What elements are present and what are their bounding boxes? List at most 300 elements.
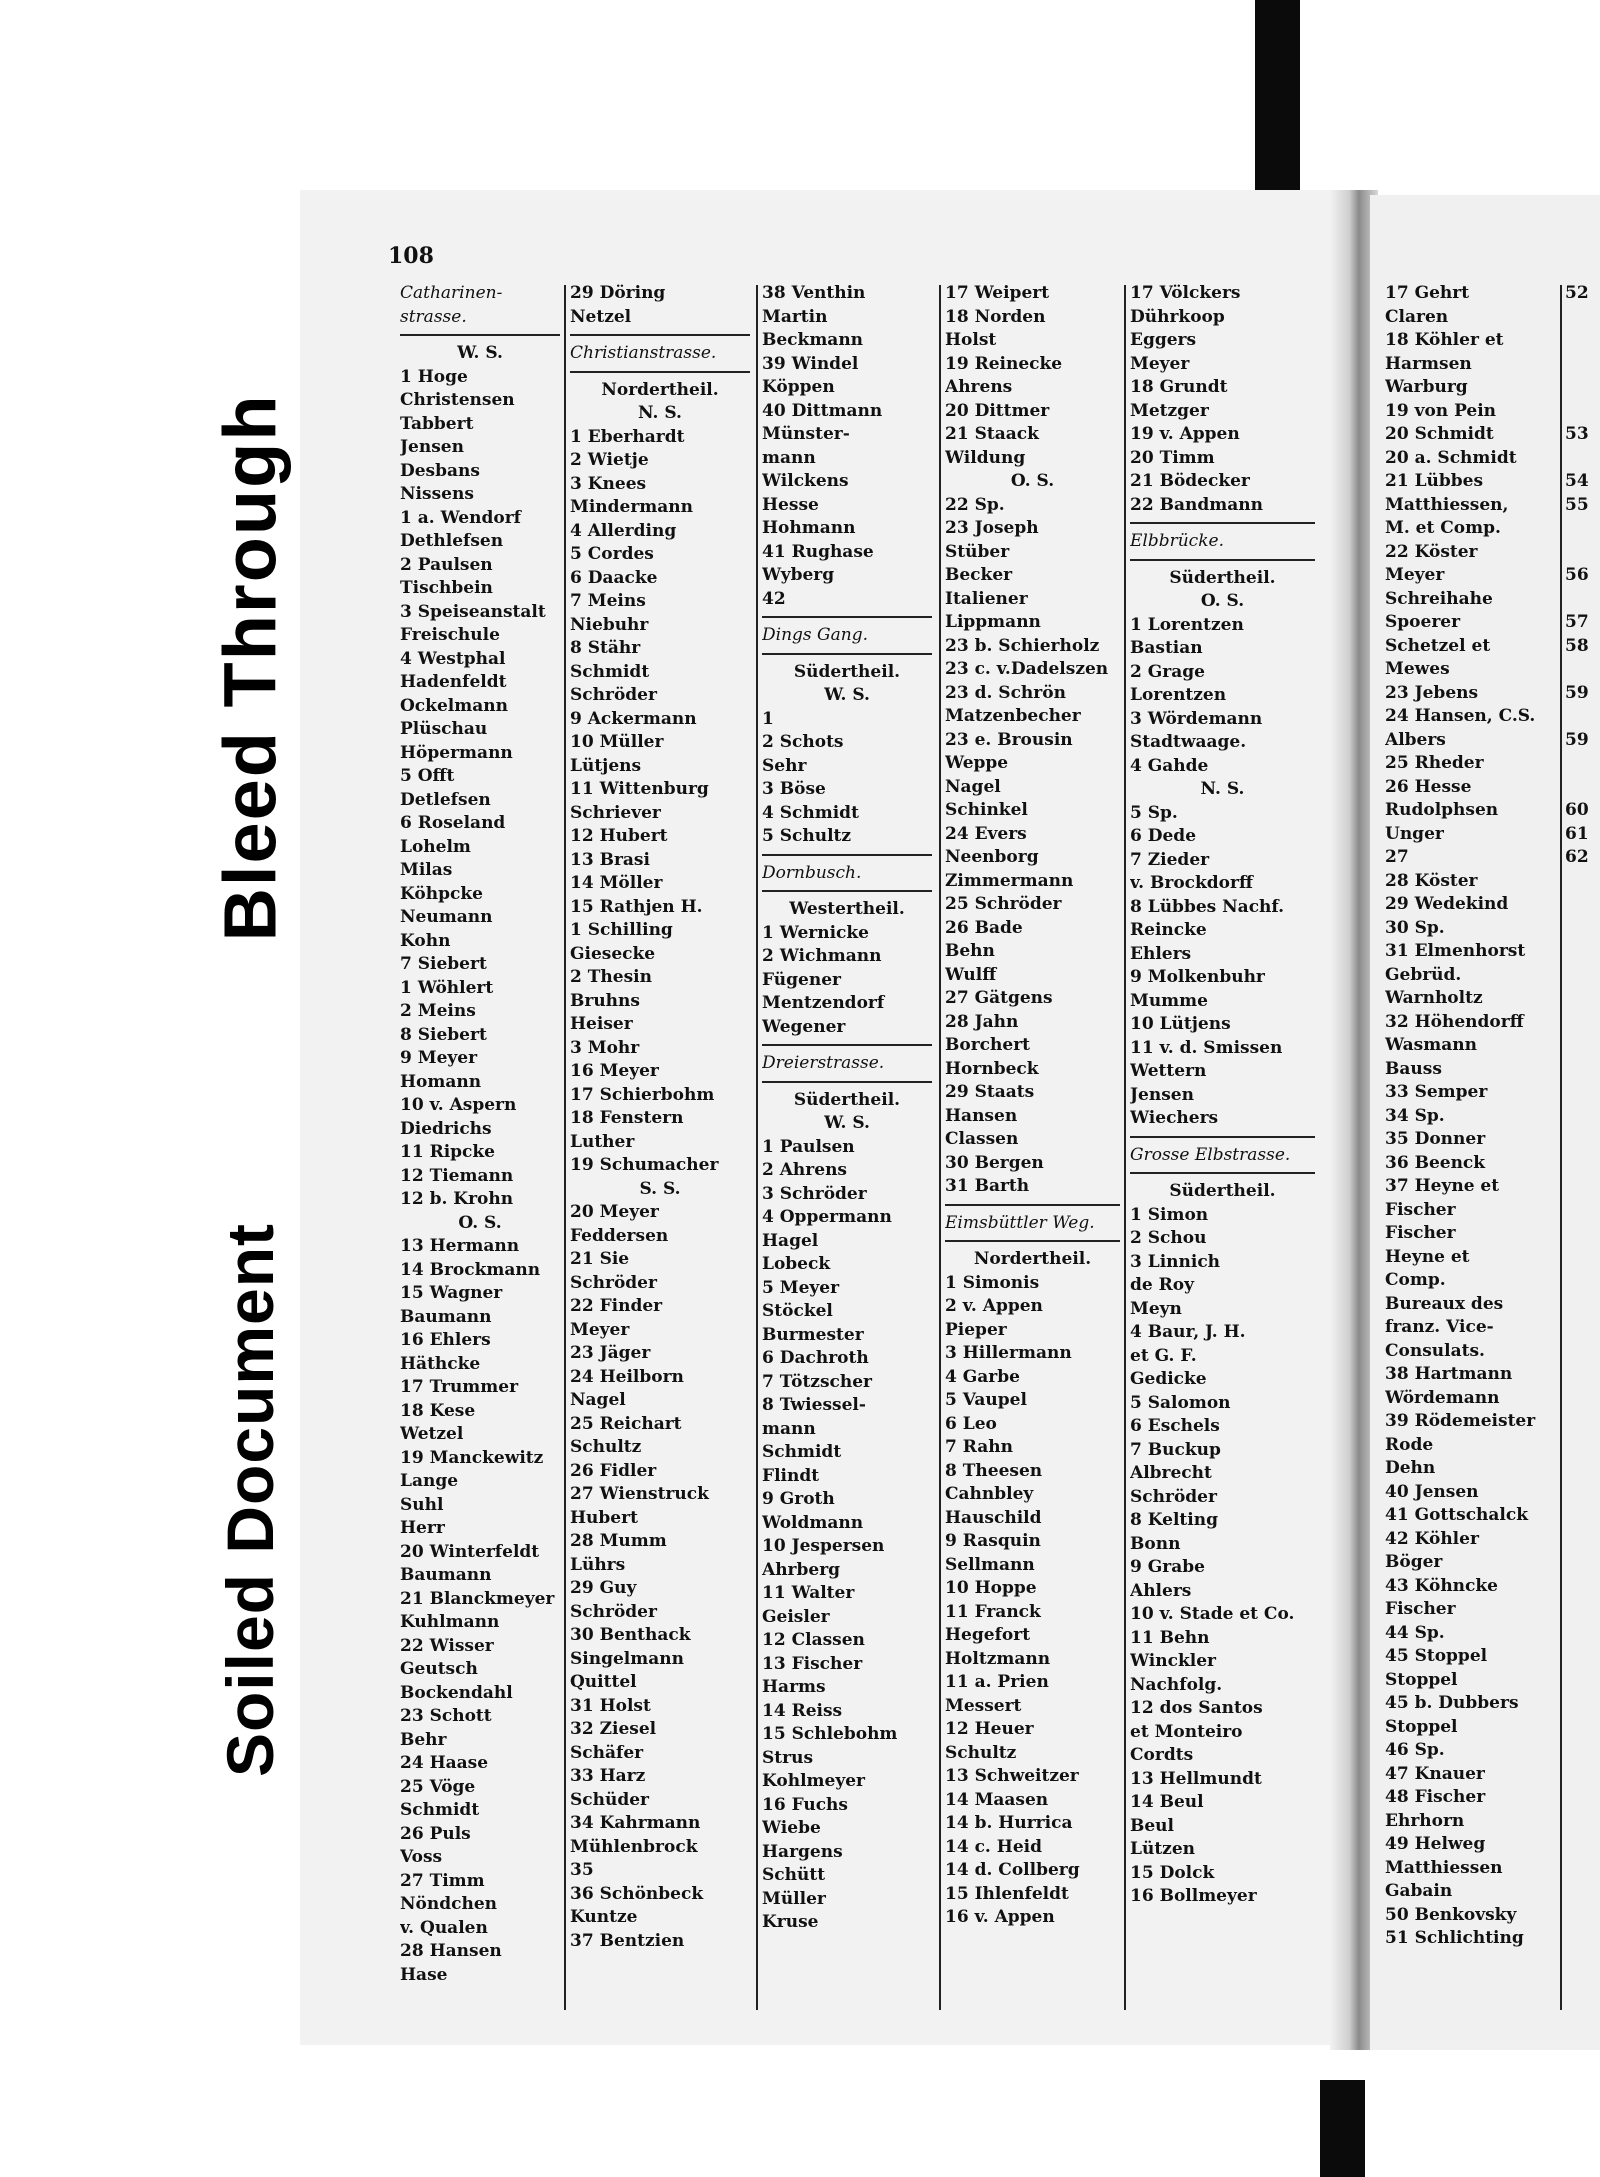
directory-entry: 16 Ehlers: [400, 1330, 491, 1350]
directory-entry: 25 Schröder: [945, 894, 1062, 914]
directory-entry: [1565, 400, 1600, 424]
column-rule: [756, 285, 758, 2010]
street-heading: Catharinen-: [400, 283, 503, 303]
directory-entry: 5 Cordes: [570, 544, 654, 564]
directory-entry: 5 Meyer: [762, 1277, 840, 1298]
directory-entry: Spoerer: [1385, 612, 1461, 632]
directory-entry: Neumann: [400, 907, 493, 927]
bleed-through-label: Bleed Through: [208, 393, 292, 942]
directory-entry: Lobeck: [762, 1254, 831, 1274]
directory-entry: 20 Timm: [1130, 447, 1215, 468]
directory-entry: 2 Wietje: [570, 450, 649, 470]
section-subheading: O. S.: [1010, 471, 1055, 491]
directory-entry: Müller: [762, 1888, 826, 1909]
directory-entry: Schmidt: [570, 661, 650, 682]
directory-entry: 28 Jahn: [945, 1011, 1019, 1032]
directory-entry: 2 Schots: [762, 732, 844, 752]
directory-entry: 7 Zieder: [1130, 849, 1210, 870]
directory-entry: 6 Roseland: [400, 813, 506, 833]
directory-entry: 17 Gehrt: [1385, 283, 1470, 303]
section-divider: [762, 1044, 932, 1046]
directory-entry: Hase: [400, 1964, 448, 1985]
directory-entry: 5 Offt: [400, 766, 455, 786]
directory-entry: 26 Puls: [400, 1823, 471, 1844]
directory-entry: Schinkel: [945, 800, 1028, 820]
directory-entry: 13 Hermann: [400, 1236, 520, 1256]
directory-entry: 16 Fuchs: [762, 1794, 848, 1815]
directory-entry: Schreihahe: [1385, 588, 1493, 609]
directory-entry: Matthiessen: [1385, 1857, 1503, 1878]
column-rule: [564, 285, 566, 2010]
directory-entry: mann: [762, 1418, 816, 1439]
directory-entry: Ehrhorn: [1385, 1810, 1465, 1831]
directory-entry: Heiser: [570, 1014, 633, 1034]
directory-entry: 21 Bödecker: [1130, 471, 1250, 491]
section-subheading: Nordertheil.: [601, 379, 719, 400]
directory-entry: 11 Walter: [762, 1583, 855, 1603]
directory-entry: 61: [1565, 823, 1589, 844]
directory-entry: 40 Jensen: [1385, 1481, 1479, 1502]
section-divider: [400, 334, 560, 336]
directory-entry: 57: [1565, 612, 1589, 632]
directory-entry: Dührkoop: [1130, 306, 1225, 327]
directory-entry: Netzel: [570, 306, 632, 327]
directory-entry: [1565, 776, 1600, 800]
directory-entry: 33 Semper: [1385, 1082, 1488, 1102]
directory-entry: 24 Heilborn: [570, 1366, 684, 1387]
directory-entry: Schäfer: [570, 1742, 644, 1763]
section-divider: [762, 854, 932, 856]
directory-entry: [1565, 541, 1600, 565]
directory-entry: Weppe: [945, 753, 1009, 773]
directory-entry: 19 Schumacher: [570, 1155, 719, 1175]
street-heading: Dreierstrasse.: [762, 1053, 885, 1073]
binder-strip-top: [1255, 0, 1300, 205]
directory-entry: 17 Weipert: [945, 283, 1050, 303]
directory-entry: mann: [762, 447, 816, 468]
section-divider: [762, 616, 932, 618]
section-subheading: Südertheil.: [793, 661, 901, 682]
column-rule: [939, 285, 941, 2010]
directory-entry: 14 Maasen: [945, 1789, 1049, 1810]
directory-entry: 23 Joseph: [945, 518, 1039, 538]
directory-entry: 59: [1565, 729, 1589, 750]
directory-column-4: [945, 282, 1120, 1930]
directory-entry: Lührs: [570, 1554, 626, 1575]
directory-entry: 27 Timm: [400, 1870, 485, 1891]
directory-entry: 1 Wernicke: [762, 922, 869, 943]
directory-entry: Diedrichs: [400, 1118, 492, 1139]
directory-entry: 16 v. Appen: [945, 1907, 1055, 1927]
directory-entry: 9 Ackermann: [570, 708, 697, 729]
directory-entry: 9 Groth: [762, 1489, 835, 1509]
directory-entry: Classen: [945, 1129, 1019, 1149]
directory-entry: Albrecht: [1130, 1463, 1212, 1483]
directory-entry: Giesecke: [570, 943, 656, 964]
directory-entry: Nagel: [945, 776, 1001, 797]
directory-entry: 47 Knauer: [1385, 1763, 1485, 1784]
bleed-through-stamp: [200, 385, 300, 950]
directory-entry: 15 Dolck: [1130, 1862, 1215, 1883]
directory-entry: Eggers: [1130, 330, 1197, 350]
directory-entry: Schultz: [945, 1742, 1017, 1763]
directory-entry: 29 Wedekind: [1385, 894, 1509, 914]
directory-entry: 13 Fischer: [762, 1653, 863, 1674]
directory-entry: 4 Allerding: [570, 520, 677, 541]
directory-entry: 18 Köhler et: [1385, 330, 1504, 350]
directory-column-1: [400, 282, 560, 1987]
directory-entry: Claren: [1385, 306, 1449, 327]
directory-entry: 18 Norden: [945, 306, 1046, 327]
directory-entry: Hohmann: [762, 518, 856, 538]
directory-entry: Wyberg: [762, 565, 835, 585]
directory-entry: 46 Sp.: [1385, 1740, 1445, 1760]
directory-entry: Stöckel: [762, 1301, 833, 1321]
directory-entry: Höpermann: [400, 742, 513, 763]
directory-entry: Meyer: [570, 1319, 630, 1340]
directory-entry: 39 Rödemeister: [1385, 1411, 1536, 1431]
directory-entry: Beckmann: [762, 330, 864, 350]
directory-entry: Heyne et: [1385, 1246, 1470, 1267]
directory-entry: 52: [1565, 283, 1589, 303]
directory-entry: 14 Reiss: [762, 1700, 843, 1721]
directory-entry: Bureaux des: [1385, 1293, 1504, 1314]
directory-entry: 19 von Pein: [1385, 400, 1497, 421]
directory-entry: 31 Holst: [570, 1695, 651, 1716]
section-subheading: Nordertheil.: [973, 1249, 1092, 1269]
directory-entry: 23 Jäger: [570, 1343, 651, 1363]
directory-entry: 43 Köhncke: [1385, 1575, 1498, 1596]
directory-entry: franz. Vice-: [1385, 1317, 1494, 1337]
directory-entry: 11 Ripcke: [400, 1142, 495, 1162]
directory-entry: et Monteiro: [1130, 1721, 1243, 1742]
directory-entry: Köhpcke: [400, 883, 483, 904]
directory-entry: 7 Siebert: [400, 954, 487, 974]
directory-entry: 15 Ihlenfeldt: [945, 1883, 1069, 1904]
directory-entry: v. Brockdorff: [1130, 873, 1253, 893]
directory-entry: 55: [1565, 494, 1589, 515]
directory-entry: Mumme: [1130, 990, 1208, 1011]
directory-entry: [1565, 588, 1600, 612]
directory-entry: 12 dos Santos: [1130, 1698, 1263, 1718]
directory-entry: Freischule: [400, 625, 500, 645]
directory-entry: 59: [1565, 682, 1589, 703]
directory-entry: 28 Hansen: [400, 1941, 502, 1961]
directory-entry: Hansen: [945, 1105, 1018, 1126]
directory-entry: 44 Sp.: [1385, 1622, 1445, 1643]
directory-entry: 50 Benkovsky: [1385, 1904, 1517, 1925]
directory-entry: Wasmann: [1385, 1035, 1477, 1055]
directory-entry: Mühlenbrock: [570, 1836, 698, 1857]
street-heading: Eimsbüttler Weg.: [945, 1212, 1095, 1233]
directory-entry: Gabain: [1385, 1881, 1453, 1901]
directory-entry: 14 b. Hurrica: [945, 1813, 1073, 1833]
section-divider: [762, 890, 932, 892]
directory-entry: Nagel: [570, 1390, 626, 1410]
directory-entry: Herr: [400, 1518, 445, 1538]
directory-entry: Meyn: [1130, 1298, 1182, 1319]
directory-entry: 7 Meins: [570, 591, 646, 611]
directory-entry: Ahlers: [1130, 1580, 1192, 1601]
directory-entry: 7 Rahn: [945, 1437, 1013, 1457]
section-divider: [945, 1240, 1120, 1242]
directory-entry: 2 Schou: [1130, 1228, 1207, 1248]
directory-entry: 8 Lübbes Nachf.: [1130, 896, 1285, 917]
directory-entry: Matthiessen,: [1385, 494, 1509, 515]
directory-entry: Reincke: [1130, 920, 1207, 940]
directory-entry: Matzenbecher: [945, 706, 1081, 726]
directory-entry: 31 Barth: [945, 1176, 1030, 1196]
directory-entry: 3 Linnich: [1130, 1251, 1221, 1272]
directory-entry: 27 Wienstruck: [570, 1484, 709, 1504]
street-heading: strasse.: [400, 306, 467, 327]
directory-entry: 17 Völckers: [1130, 283, 1241, 303]
directory-entry: 3 Knees: [570, 473, 647, 494]
directory-entry: 10 v. Aspern: [400, 1095, 517, 1115]
street-heading: Dornbusch.: [762, 862, 862, 883]
directory-entry: Baumann: [400, 1565, 492, 1585]
directory-entry: Schmidt: [762, 1442, 842, 1462]
directory-entry: Böger: [1385, 1552, 1443, 1572]
directory-entry: 10 Lütjens: [1130, 1014, 1231, 1034]
directory-entry: 9 Molkenbuhr: [1130, 967, 1265, 987]
directory-entry: Lohelm: [400, 836, 471, 857]
directory-entry: 3 Wördemann: [1130, 708, 1263, 729]
directory-entry: 4 Oppermann: [762, 1207, 892, 1227]
directory-entry: Christensen: [400, 390, 515, 410]
directory-entry: 31 Elmenhorst: [1385, 941, 1526, 961]
directory-entry: 9 Grabe: [1130, 1557, 1205, 1577]
directory-entry: 11 Wittenburg: [570, 779, 709, 799]
directory-entry: Hegefort: [945, 1625, 1031, 1645]
directory-entry: [1565, 329, 1600, 353]
directory-entry: 22 Bandmann: [1130, 494, 1263, 515]
directory-entry: Geisler: [762, 1606, 830, 1627]
section-subheading: W. S.: [824, 1113, 870, 1133]
directory-entry: 15 Schlebohm: [762, 1724, 898, 1744]
directory-entry: 1 Simonis: [945, 1272, 1040, 1293]
section-subheading: W. S.: [824, 685, 870, 705]
directory-entry: 9 Rasquin: [945, 1531, 1041, 1551]
directory-entry: 25 Reichart: [570, 1413, 682, 1434]
directory-entry: 35: [570, 1860, 594, 1880]
directory-entry: Fischer: [1385, 1599, 1456, 1619]
directory-entry: Cahnbley: [945, 1484, 1034, 1504]
directory-entry: Hadenfeldt: [400, 672, 507, 692]
directory-entry: Baumann: [400, 1306, 492, 1327]
directory-entry: 56: [1565, 565, 1589, 585]
directory-entry: Lippmann: [945, 612, 1041, 632]
directory-entry: Wetzel: [400, 1424, 464, 1444]
directory-entry: 3 Hillermann: [945, 1343, 1072, 1363]
directory-entry: 30 Bergen: [945, 1152, 1044, 1173]
directory-entry: Bockendahl: [400, 1682, 513, 1703]
directory-entry: 4 Gahde: [1130, 755, 1209, 776]
section-divider: [1130, 559, 1315, 561]
directory-entry: 3 Mohr: [570, 1037, 640, 1058]
directory-entry: Neenborg: [945, 847, 1039, 867]
directory-entry: 26 Fidler: [570, 1460, 657, 1481]
directory-entry: 18 Fenstern: [570, 1108, 684, 1128]
directory-entry: 35 Donner: [1385, 1129, 1486, 1149]
directory-entry: 5 Vaupel: [945, 1390, 1027, 1410]
directory-entry: Kuhlmann: [400, 1612, 500, 1632]
directory-entry: 1: [762, 708, 774, 729]
directory-entry: Martin: [762, 306, 828, 327]
directory-entry: Warburg: [1385, 377, 1468, 397]
directory-entry: Feddersen: [570, 1225, 669, 1246]
directory-entry: Schriever: [570, 802, 661, 823]
directory-entry: Wiebe: [762, 1818, 821, 1838]
directory-entry: 4 Schmidt: [762, 802, 859, 823]
directory-entry: 58: [1565, 635, 1589, 656]
directory-entry: 16 Meyer: [570, 1061, 659, 1081]
directory-entry: 36 Schönbeck: [570, 1883, 704, 1904]
directory-entry: 11 Franck: [945, 1601, 1041, 1622]
directory-entry: Wegener: [762, 1016, 846, 1037]
directory-entry: Homann: [400, 1071, 482, 1092]
directory-entry: 18 Grundt: [1130, 377, 1228, 397]
directory-entry: 4 Westphal: [400, 648, 506, 669]
directory-entry: 49 Helweg: [1385, 1834, 1486, 1854]
directory-entry: 4 Garbe: [945, 1366, 1020, 1387]
directory-entry: 20 Dittmer: [945, 400, 1050, 421]
section-subheading: O. S.: [1200, 591, 1245, 611]
directory-column-7: [1565, 282, 1600, 870]
directory-entry: Meyer: [1130, 353, 1190, 374]
directory-entry: 3 Speiseanstalt: [400, 601, 546, 622]
directory-entry: Suhl: [400, 1494, 444, 1515]
directory-entry: Rudolphsen: [1385, 800, 1499, 820]
directory-entry: Dehn: [1385, 1458, 1436, 1478]
directory-entry: Holst: [945, 330, 997, 350]
directory-entry: 8 Theesen: [945, 1460, 1043, 1481]
section-subheading: O. S.: [458, 1212, 502, 1233]
directory-entry: de Roy: [1130, 1275, 1194, 1295]
section-divider: [1130, 1172, 1315, 1174]
directory-entry: 28 Köster: [1385, 870, 1478, 891]
page-number: 108: [388, 243, 434, 269]
directory-entry: 29 Guy: [570, 1578, 637, 1598]
directory-entry: Wilckens: [762, 471, 849, 491]
directory-entry: Nissens: [400, 484, 474, 504]
directory-entry: Jensen: [1130, 1084, 1194, 1105]
directory-entry: 1 Wöhlert: [400, 977, 494, 998]
directory-entry: Burmester: [762, 1324, 864, 1345]
directory-entry: Schüder: [570, 1789, 650, 1810]
directory-column-3: [762, 282, 932, 1935]
binder-strip-bottom: [1320, 2080, 1365, 2177]
directory-entry: 6 Dede: [1130, 826, 1197, 846]
directory-entry: Albers: [1385, 729, 1446, 750]
directory-entry: 32 Ziesel: [570, 1719, 657, 1739]
directory-entry: Nachfolg.: [1130, 1674, 1223, 1695]
directory-entry: 2 Wichmann: [762, 946, 882, 966]
section-subheading: Südertheil.: [793, 1089, 901, 1110]
directory-entry: Warnholtz: [1385, 988, 1483, 1008]
directory-entry: 15 Rathjen H.: [570, 896, 703, 917]
directory-entry: Fügener: [762, 969, 841, 990]
street-heading: Christianstrasse.: [570, 343, 717, 363]
directory-entry: 36 Beenck: [1385, 1152, 1486, 1173]
directory-entry: Hubert: [570, 1507, 638, 1528]
directory-entry: 22 Wisser: [400, 1635, 494, 1656]
directory-entry: 20 Meyer: [570, 1202, 659, 1222]
directory-entry: Becker: [945, 565, 1013, 585]
directory-entry: Flindt: [762, 1465, 820, 1486]
directory-entry: 23 e. Brousin: [945, 729, 1073, 750]
section-subheading: S. S.: [639, 1178, 681, 1199]
directory-entry: Mindermann: [570, 497, 694, 517]
directory-entry: 60: [1565, 800, 1589, 820]
directory-entry: Hornbeck: [945, 1058, 1039, 1079]
directory-entry: Wiechers: [1130, 1108, 1219, 1128]
directory-entry: v. Qualen: [400, 1917, 488, 1938]
directory-entry: 13 Brasi: [570, 849, 650, 870]
directory-entry: 20 Winterfeldt: [400, 1541, 540, 1562]
directory-entry: Wulff: [945, 964, 997, 985]
directory-entry: Beul: [1130, 1815, 1175, 1836]
directory-entry: Messert: [945, 1695, 1022, 1716]
directory-column-6: [1385, 282, 1555, 1951]
directory-entry: 12 Hubert: [570, 826, 668, 846]
directory-entry: 23 b. Schierholz: [945, 635, 1100, 656]
directory-entry: [1565, 705, 1600, 729]
section-subheading: N. S.: [638, 403, 682, 423]
directory-entry: 10 Hoppe: [945, 1578, 1037, 1598]
directory-entry: Bonn: [1130, 1533, 1181, 1554]
directory-entry: 12 b. Krohn: [400, 1189, 514, 1209]
section-subheading: Südertheil.: [1169, 567, 1276, 588]
section-subheading: W. S.: [457, 343, 503, 363]
directory-entry: 6 Dachroth: [762, 1348, 869, 1368]
directory-entry: 38 Hartmann: [1385, 1364, 1513, 1384]
directory-entry: Schmidt: [400, 1800, 480, 1820]
directory-entry: Behr: [400, 1729, 447, 1750]
directory-entry: Luther: [570, 1131, 635, 1152]
directory-entry: Unger: [1385, 823, 1444, 844]
directory-entry: Nöndchen: [400, 1894, 498, 1914]
directory-entry: 22 Finder: [570, 1296, 663, 1316]
directory-entry: 40 Dittmann: [762, 400, 883, 421]
directory-entry: 27 Gätgens: [945, 988, 1053, 1008]
directory-entry: Winckler: [1130, 1651, 1216, 1671]
directory-entry: Milas: [400, 860, 453, 880]
directory-entry: Cordts: [1130, 1745, 1194, 1765]
directory-entry: 1 a. Wendorf: [400, 507, 521, 528]
directory-entry: Gedicke: [1130, 1369, 1207, 1389]
directory-entry: 53: [1565, 424, 1589, 444]
directory-entry: Italiener: [945, 588, 1028, 609]
section-divider: [570, 334, 750, 336]
directory-entry: Quittel: [570, 1672, 637, 1692]
directory-entry: 27: [1385, 847, 1409, 867]
directory-entry: 34 Sp.: [1385, 1105, 1445, 1126]
directory-entry: Desbans: [400, 460, 480, 481]
directory-entry: 2 Paulsen: [400, 554, 493, 575]
directory-entry: 2 Grage: [1130, 661, 1205, 682]
directory-entry: 2 v. Appen: [945, 1296, 1043, 1316]
section-subheading: Westertheil.: [789, 899, 905, 919]
directory-entry: 1 Hoge: [400, 366, 468, 387]
directory-entry: Hesse: [762, 494, 819, 515]
directory-entry: [1565, 752, 1600, 776]
directory-entry: 23 Schott: [400, 1706, 492, 1726]
directory-entry: 10 Müller: [570, 732, 664, 752]
directory-entry: Behn: [945, 941, 995, 961]
directory-entry: 26 Hesse: [1385, 776, 1472, 797]
directory-entry: 8 Kelting: [1130, 1510, 1218, 1530]
